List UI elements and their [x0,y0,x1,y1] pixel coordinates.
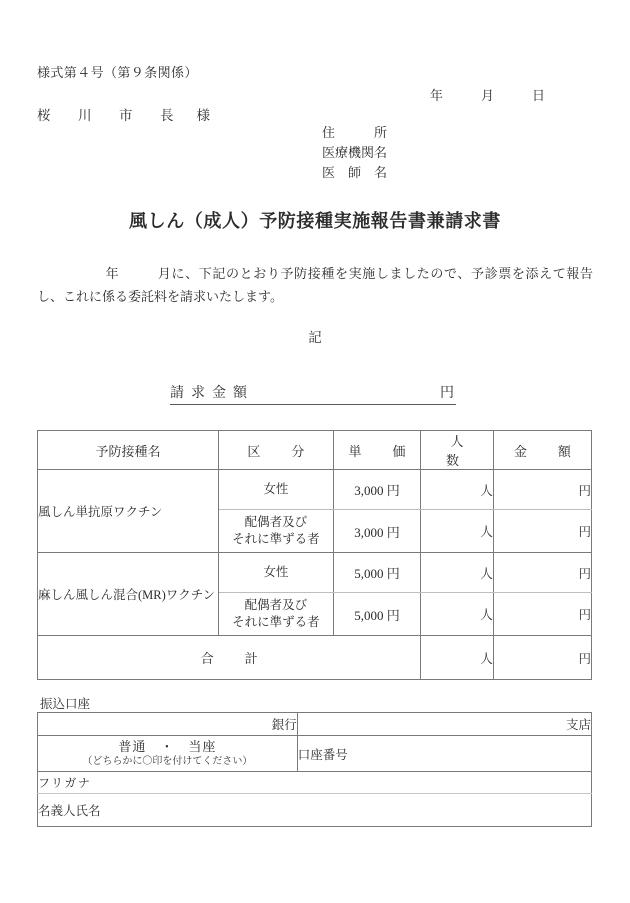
account-type-note: （どちらかに〇印を付けてください） [82,755,253,767]
cell-unit-price: 5,000 円 [333,593,420,636]
holder-name-field[interactable]: 名義人氏名 [38,794,592,827]
header-count: 人 数 [421,431,494,470]
request-amount-line [170,382,456,405]
bank-row-account-type [38,736,592,772]
body-paragraph [37,262,593,308]
addressee-honorific: 様 [196,108,210,123]
addressee-name: 桜 川 市 長 [37,108,181,123]
total-amount[interactable]: 円 [493,636,591,680]
date-month-label: 月 [481,88,495,103]
page-title: 風しん（成人）予防接種実施報告書兼請求書 [129,211,501,231]
cell-amount[interactable]: 円 [493,470,591,510]
account-type-options: 普通 ・ 当座 [118,738,217,754]
cell-person-count[interactable]: 人 [421,553,494,593]
date-year-label: 年 [430,88,444,103]
request-amount-label: 請求金額 [170,386,254,401]
cell-category: 配偶者及び それに準ずる者 [219,593,334,636]
cell-amount[interactable]: 円 [493,553,591,593]
vaccination-table [37,430,592,680]
cell-person-count[interactable]: 人 [421,470,494,510]
cell-amount[interactable]: 円 [493,510,591,553]
cell-vaccine-name: 風しん単抗原ワクチン [38,470,219,553]
table-row [38,470,592,510]
cell-person-count[interactable]: 人 [421,593,494,636]
branch-name-field[interactable]: 支店 [297,713,591,736]
account-number-field[interactable]: 口座番号 [297,736,591,772]
issuer-doctor-label: 医 師 名 [322,165,388,180]
bank-section-title: 振込口座 [40,697,91,711]
request-amount-yen-unit: 円 [440,386,454,401]
header-amount: 金 額 [493,431,591,470]
total-person-count[interactable]: 人 [421,636,494,680]
furigana-field[interactable]: フリガナ [38,772,592,794]
table-header-row [38,431,592,470]
header-category: 区 分 [219,431,334,470]
header-unit-price: 単 価 [333,431,420,470]
bank-row-name [38,713,592,736]
cell-category: 女性 [219,470,334,510]
cell-unit-price: 3,000 円 [333,510,420,553]
cell-unit-price: 3,000 円 [333,470,420,510]
date-day-label: 日 [532,88,546,103]
body-text: 月に、下記のとおり予防接種を実施しましたので、予診票を添えて報告し、これに係る委託料を請求いたします。 [37,266,593,304]
cell-amount[interactable]: 円 [493,593,591,636]
cell-category: 配偶者及び それに準ずる者 [219,510,334,553]
bank-account-table [37,712,592,827]
body-year-label: 年 [105,266,120,281]
table-row [38,553,592,593]
account-type-cell[interactable] [38,736,298,772]
issuer-address-label: 住 所 [322,125,388,140]
bank-name-field[interactable]: 銀行 [38,713,298,736]
cell-unit-price: 5,000 円 [333,553,420,593]
cell-category: 女性 [219,553,334,593]
table-total-row [38,636,592,680]
addressee-line [37,104,210,124]
ki-mark: 記 [308,330,322,345]
total-label: 合 計 [38,636,421,680]
issuer-institution-label: 医療機関名 [322,145,388,160]
date-line [430,85,545,104]
form-number: 様式第４号（第９条関係） [37,65,198,80]
bank-row-furigana [38,772,592,794]
bank-row-holder-name [38,794,592,827]
cell-person-count[interactable]: 人 [421,510,494,553]
header-vaccine-name: 予防接種名 [38,431,219,470]
cell-vaccine-name: 麻しん風しん混合(MR)ワクチン [38,553,219,636]
issuer-block [322,123,387,183]
